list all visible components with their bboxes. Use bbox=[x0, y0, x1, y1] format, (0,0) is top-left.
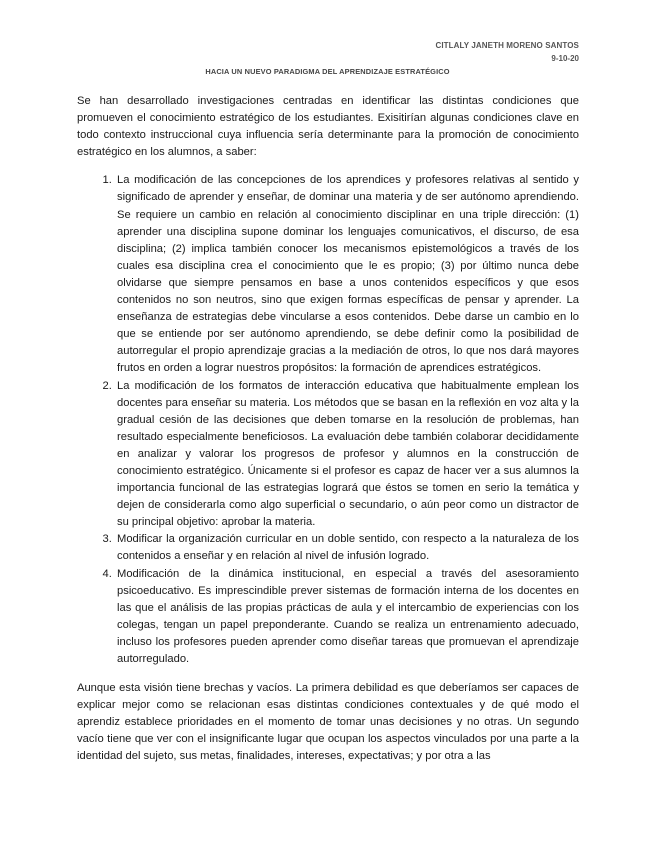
document-date: 9-10-20 bbox=[551, 54, 579, 63]
list-item: 2. La modificación de los formatos de interacción educativa que habitualmente emplean los docentes para enseñar su materia. Los métodos que se basan en la reflexión en voz alta y la gradual cesión de las decisiones que deben tomarse en la resolución de problemas, han resultado especialmente beneficiosos. La evaluación debe también colaborar decididamente en analizar y valorar los progresos de profesor y alumnos en la construcción de conocimiento estratégico. Únicamente si el profesor es capaz de hacer ver a sus alumnos la importancia funcional de las estrategias logrará que éstos se tomen en serio la temática y dejen de considerarla como algo superficial o secundario, o aún peor como un distractor de su principal objetivo: aprobar la materia. bbox=[115, 378, 579, 532]
list-item: 4. Modificación de la dinámica institucional, en especial a través del asesoramiento psicoeducativo. Es imprescindible prever sistemas de formación interna de los docentes en las que el análisis de las propias prácticas de aula y el intercambio de experiencias con los colegas, tengan un papel preponderante. Cuando se realiza un entrenamiento adecuado, incluso los profesores pueden aprender como diseñar tareas que promuevan el aprendizaje autorregulado. bbox=[115, 566, 579, 669]
author-name: CITLALY JANETH MORENO SANTOS bbox=[435, 41, 579, 50]
document-title: HACIA UN NUEVO PARADIGMA DEL APRENDIZAJE ESTRATÉGICO bbox=[205, 67, 450, 76]
list-item: 3. Modificar la organización curricular en un doble sentido, con respecto a la naturaleza de los contenidos a enseñar y en relación al nivel de infusión logrado. bbox=[115, 531, 579, 565]
intro-paragraph: Se han desarrollado investigaciones centradas en identificar las distintas condiciones que promueven el conocimiento estratégico de los estudiantes. Exisitirían algunas condiciones clave en todo contexto instruccional cuya influencia sería determinante para la promoción de conocimiento estratégico en los alumnos, a saber: bbox=[77, 95, 579, 159]
conditions-list bbox=[77, 172, 579, 668]
list-item: 1. La modificación de las concepciones de los aprendices y profesores relativas al sentido y significado de aprender y enseñar, de dominar una materia y de ser autónomo aprendiendo. Se requiere un cambio en relación al conocimiento disciplinar en una triple dirección: (1) aprender una disciplina supone dominar los lenguajes comunicativos, el discurso, de esa disciplina; (2) implica también conocer los mecanismos epistemológicos a través de los cuales esa disciplina crea el conocimiento que le es propio; (3) por último nunca debe olvidarse que siempre pensamos en base a unos contenidos específicos y que esos contenidos no son neutros, sino que exigen formas específicas de pensar y aprender. La enseñanza de estrategias debe vincularse a esos contenidos. Debe darse un cambio en lo que se entiende por ser autónomo aprendiendo, se debe definir como la posibilidad de autorregular el propio aprendizaje gracias a la mediación de otros, lo que nos dará mayores frutos en orden a lograr nuestros propósitos: la formación de aprendices estratégicos. bbox=[115, 172, 579, 377]
document-body bbox=[77, 93, 579, 766]
closing-paragraph: Aunque esta visión tiene brechas y vacíos. La primera debilidad es que deberíamos ser capaces de explicar mejor como se relacionan esas distintas condiciones contextuales y de qué modo el aprendiz establece prioridades en el momento de tomar unas decisiones y no otras. Un segundo vacío tiene que ver con el insignificante lugar que ocupan los aspectos vinculados por una parte a la identidad del sujeto, sus metas, finalidades, intereses, expectativas; y por otra a las bbox=[77, 682, 579, 763]
